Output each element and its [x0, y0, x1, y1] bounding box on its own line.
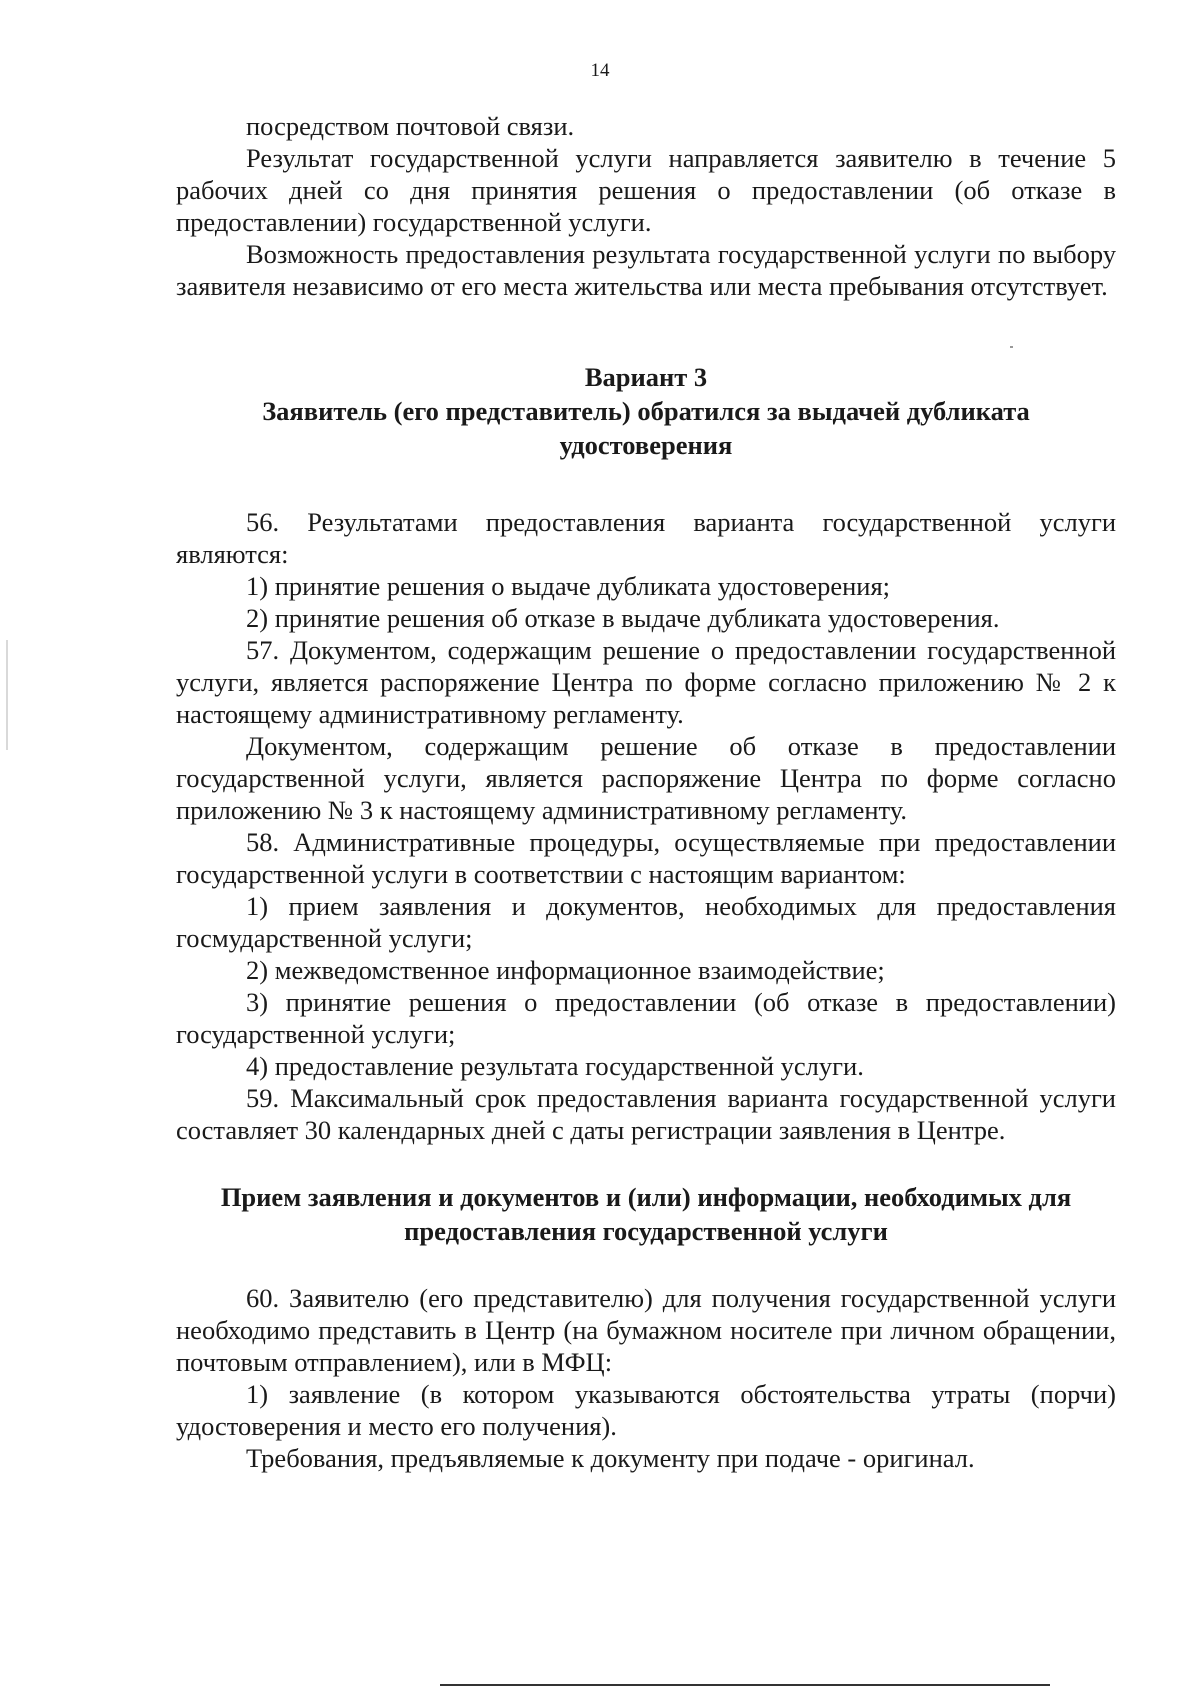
- paragraph: посредством почтовой связи.: [246, 111, 575, 141]
- list-item: 2) межведомственное информационное взаимодействие;: [246, 955, 885, 985]
- paragraph: 56. Результатами предоставления варианта государственной услуги являются:: [176, 507, 1116, 569]
- paragraph: Документом, содержащим решение об отказе в предоставлении государственной услуги, является распоряжение Центра по форме согласно приложению № 3 к настоящему административному регламенту.: [176, 731, 1116, 825]
- variant-heading-subtitle: Заявитель (его представитель) обратился за выдачей дубликата удостоверения: [262, 396, 1030, 460]
- list-item: 1) заявление (в котором указываются обстоятельства утраты (порчи) удостоверения и место его получения).: [176, 1379, 1116, 1441]
- paragraph: 59. Максимальный срок предоставления варианта государственной услуги составляет 30 календарных дней с даты регистрации заявления в Центре.: [176, 1083, 1116, 1145]
- variant-section: [176, 506, 1116, 1146]
- page-number: 14: [590, 60, 610, 81]
- scan-margin-mark: [6, 640, 8, 750]
- variant-heading-title: Вариант 3: [584, 362, 708, 392]
- list-item: 2) принятие решения об отказе в выдаче дубликата удостоверения.: [246, 603, 1000, 633]
- paragraph: Результат государственной услуги направляется заявителю в течение 5 рабочих дней со дня принятия решения о предоставлении (об отказе в предоставлении) государственной услуги.: [176, 143, 1116, 237]
- application-section: [176, 1282, 1116, 1474]
- document-body: [176, 110, 1116, 1474]
- list-item: 1) принятие решения о выдаче дубликата удостоверения;: [246, 571, 890, 601]
- paragraph: 58. Административные процедуры, осуществляемые при предоставлении государственной услуги в соответствии с настоящим вариантом:: [176, 827, 1116, 889]
- paragraph: Требования, предъявляемые к документу при подаче - оригинал.: [246, 1443, 975, 1473]
- list-item: 4) предоставление результата государственной услуги.: [246, 1051, 864, 1081]
- list-item: 1) прием заявления и документов, необходимых для предоставления госмударственной услуги;: [176, 891, 1116, 953]
- section-heading: Прием заявления и документов и (или) информации, необходимых для предоставления государственной услуги: [220, 1182, 1072, 1246]
- paragraph: 57. Документом, содержащим решение о предоставлении государственной услуги, является распоряжение Центра по форме согласно приложению № 2 к настоящему административному регламенту.: [176, 635, 1116, 729]
- paragraph: Возможность предоставления результата государственной услуги по выбору заявителя независимо от его места жительства или места пребывания отсутствует.: [176, 239, 1116, 301]
- bottom-edge-line: [440, 1684, 1050, 1686]
- list-item: 3) принятие решения о предоставлении (об отказе в предоставлении) государственной услуги;: [176, 987, 1116, 1049]
- paragraph: 60. Заявителю (его представителю) для получения государственной услуги необходимо представить в Центр (на бумажном носителе при личном обращении, почтовым отправлением), или в МФЦ:: [176, 1283, 1116, 1377]
